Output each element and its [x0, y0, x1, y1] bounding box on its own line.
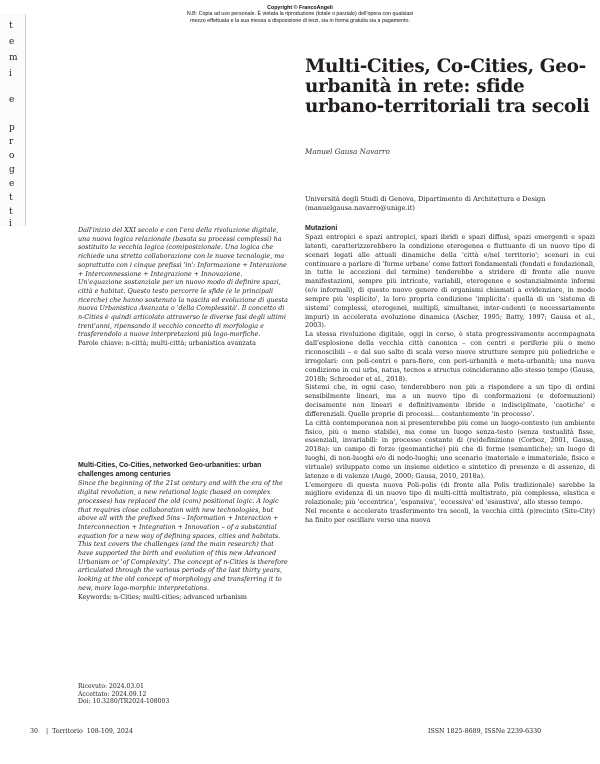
body-paragraph: La città contemporanea non si presenterebbe più come un luogo-contesto (un ambiente fisico, più o meno stabile), ma come un luogo senza-testo (senza testualità fisse, essenziali, invariabili: in processo costante di (re)definizione (Corboz, 2001, Gausa, 2018a): un campo di forze (geomantiche) più che di forme (semantiche); un luogo di luoghi, di non-luoghi e/o di nodo-luoghi; uno scenario (materiale e immateriale, fisico e virtuale) sviluppato come un insieme eidetico e sintetico di presenze e di assenze, di latenze e di valenze (Augé, 2000; Gausa, 2010, 2018a). — [305, 418, 595, 480]
side-letter: i — [9, 69, 12, 79]
side-letter: g — [9, 165, 15, 175]
side-letter: i — [9, 219, 12, 229]
side-letter: e — [9, 95, 15, 105]
side-letter: e — [9, 179, 15, 189]
body-paragraph: Nel recente e accelerato trasferimento tra secoli, la vecchia città (p)recinto (Site-City) ha finito per oscillare verso una nuova — [305, 507, 595, 524]
received-date: Ricevuto: 2024.03.01 — [78, 683, 144, 690]
body-paragraph: Spazi entropici e spazi antropici, spazi ibridi e spazi diffusi, spazi emergenti e spazi latenti, caratterizzerebbero la condizione eterogenea e fluttuante di un nuovo tipo di scenari legati alle attuali dinamiche della 'città e/nel territorio'; scenari in cui continuare a parlare di 'forme urbane' come fattori fondamentali (fondati e fondazionali, in tutte le accezioni del termine) tenderebbe a stridere di fronte alle nuove manifestazioni, sempre più intricate, variabili, eterogenee e sostanzialmente informi (e/o informali), di questo nuovo genere di organismi chiamati a evidenziare, in modo sempre più 'esplicito', la loro propria condizione 'implicita': quella di un 'sistema di sistemi' complessi, eterogenei, multipli, simultanei, inter-cadenti (e necessariamente impuri) in accelerata evoluzione dinamica (Ascher, 1995; Batty, 1997; Gausa et al., 2003). — [305, 233, 595, 330]
author-affiliation: Università degli Studi di Genova, Dipartimento di Architettura e Design (manuelgausa.navarro@unige.it) — [305, 195, 546, 213]
article-title: Multi-Cities, Co-Cities, Geo-urbanità in rete: sfide urbano-territoriali tra secoli — [305, 56, 590, 117]
doi: Doi: 10.3280/TR2024-108003 — [78, 698, 170, 706]
section-heading: Mutazioni — [305, 225, 338, 232]
abstract-english-heading: Multi-Cities, Co-Cities, networked Geo-urbanities: urban challenges among centuries — [78, 462, 262, 478]
abstract-english — [78, 462, 288, 601]
accepted-date: Accettato: 2024.09.12 — [78, 690, 147, 698]
side-letter: o — [9, 151, 15, 161]
abstract-english-text: Since the beginning of the 21st century and with the era of the digital revolution, a new relational logic (based on complex processes) has replaced the old (com) positional logic. A logic that requires close collaboration with new technologies, but above all with the prefixed 5ins – Information + Interaction + Interconnection + Integration + Innovation – of a substantial equation for a new way of defining spaces, cities and habitats. This text covers the challenges (and the main research) that have supported the birth and evolution of this new Advanced Urbanism or 'of Complexity'. The concept of n-Cities is therefore articulated through the various periods of the last thirty years, looking at the old concept of morphology and transferring it to new, more logo-morphic interpretations. — [78, 479, 288, 592]
section-side-tab — [0, 14, 26, 229]
footer-issn: ISSN 1825-8689, ISSNe 2239-6330 — [428, 728, 542, 735]
side-letter: r — [9, 137, 14, 147]
side-letter: t — [9, 207, 13, 217]
side-letter: p — [9, 123, 15, 133]
abstract-italian — [78, 226, 288, 348]
side-letter: m — [9, 53, 18, 63]
body-paragraph: L'emergere di questa nuova Poli-polis (di fronte alla Polis tradizionale) sarebbe la migliore evidenza di un nuovo tipo di multi-città multistrato, più complessa, elastica e relazionale; più 'eccentrica', 'espansiva', 'eccessiva' ed 'esaustiva', allo stesso tempo. — [305, 480, 595, 507]
keywords-italian: Parole chiave: n-città; multi-città; urbanistica avanzata — [78, 339, 256, 348]
body-paragraph: Sistemi che, in ogni caso, tenderebbero non più a rispondere a un tipo di ordini sensibilmente lineari, ma a un nuovo tipo di conformazioni (e deformazioni) decisamente non lineari e definitivamente ibride e indisciplinate, 'caotiche' e differenziali. Quelle proprie di processi… costantemente 'in processo'. — [305, 383, 595, 418]
copyright-line-2: N.B: Copia ad uso personale. È vietata la riproduzione (totale o parziale) dell'opera con qualsiasi — [186, 11, 414, 18]
body-paragraph: La stessa rivoluzione digitale, oggi in corso, è stata progressivamente accompagnata dall'esplosione della vecchia città canonica – con centri e periferie più o meno riconoscibili – e dal suo salto di scala verso nuove strutture sempre più poliedriche e irregolari: con poli-centri e para-fiere, con peri-urbanità e meta-urbanità; una nuova condizione in cui urbs, natus, tecnos e structus coincideranno allo stesso tempo (Gausa, 2018b; Schroeder et al., 2018). — [305, 330, 595, 383]
article-dates — [78, 683, 169, 706]
copyright-line-3: mezzo effettuata e la sua messa a disposizione di terzi, sia in forma gratuita sia a pagamento. — [190, 17, 410, 24]
body-text — [305, 224, 595, 525]
side-letter: t — [9, 21, 13, 31]
abstract-italian-text: Dall'inizio del XXI secolo e con l'era della rivoluzione digitale, una nuova logica relazionale (basata su processi complessi) ha sostituito la vecchia logica (com)posizionale. Una logica che richiede una stretta collaborazione con le nuove tecnologie, ma soprattutto con i cinque prefissi 'in': Informazione + Interazione + Interconnessione + Integrazione + Innovazione. Un'equazione sostanziale per un nuovo modo di definire spazi, città e habitat. Questo testo percorre le sfide (e le principali ricerche) che hanno sostenuto la nascita ed evoluzione di questa nuova Urbanistica Avanzata o 'della Complessità'. Il concetto di n-Cities è quindi articolato attraverso le diverse fasi degli ultimi trent'anni, ripensando il vecchio concetto di morfologia e trasferendolo a nuove interpretazioni più logo-morfiche. — [78, 226, 288, 339]
copyright-line-1: Copyright © FrancoAngeli — [267, 5, 333, 11]
keywords-english: Keywords: n-Cities; multi-cities; advanced urbanism — [78, 592, 247, 601]
side-letter: t — [9, 193, 13, 203]
footer-page-journal: 30 | Territorio 108-109, 2024 — [30, 728, 133, 735]
copyright-notice — [0, 5, 600, 24]
article-author: Manuel Gausa Navarro — [305, 147, 390, 156]
side-letter: e — [9, 37, 15, 47]
